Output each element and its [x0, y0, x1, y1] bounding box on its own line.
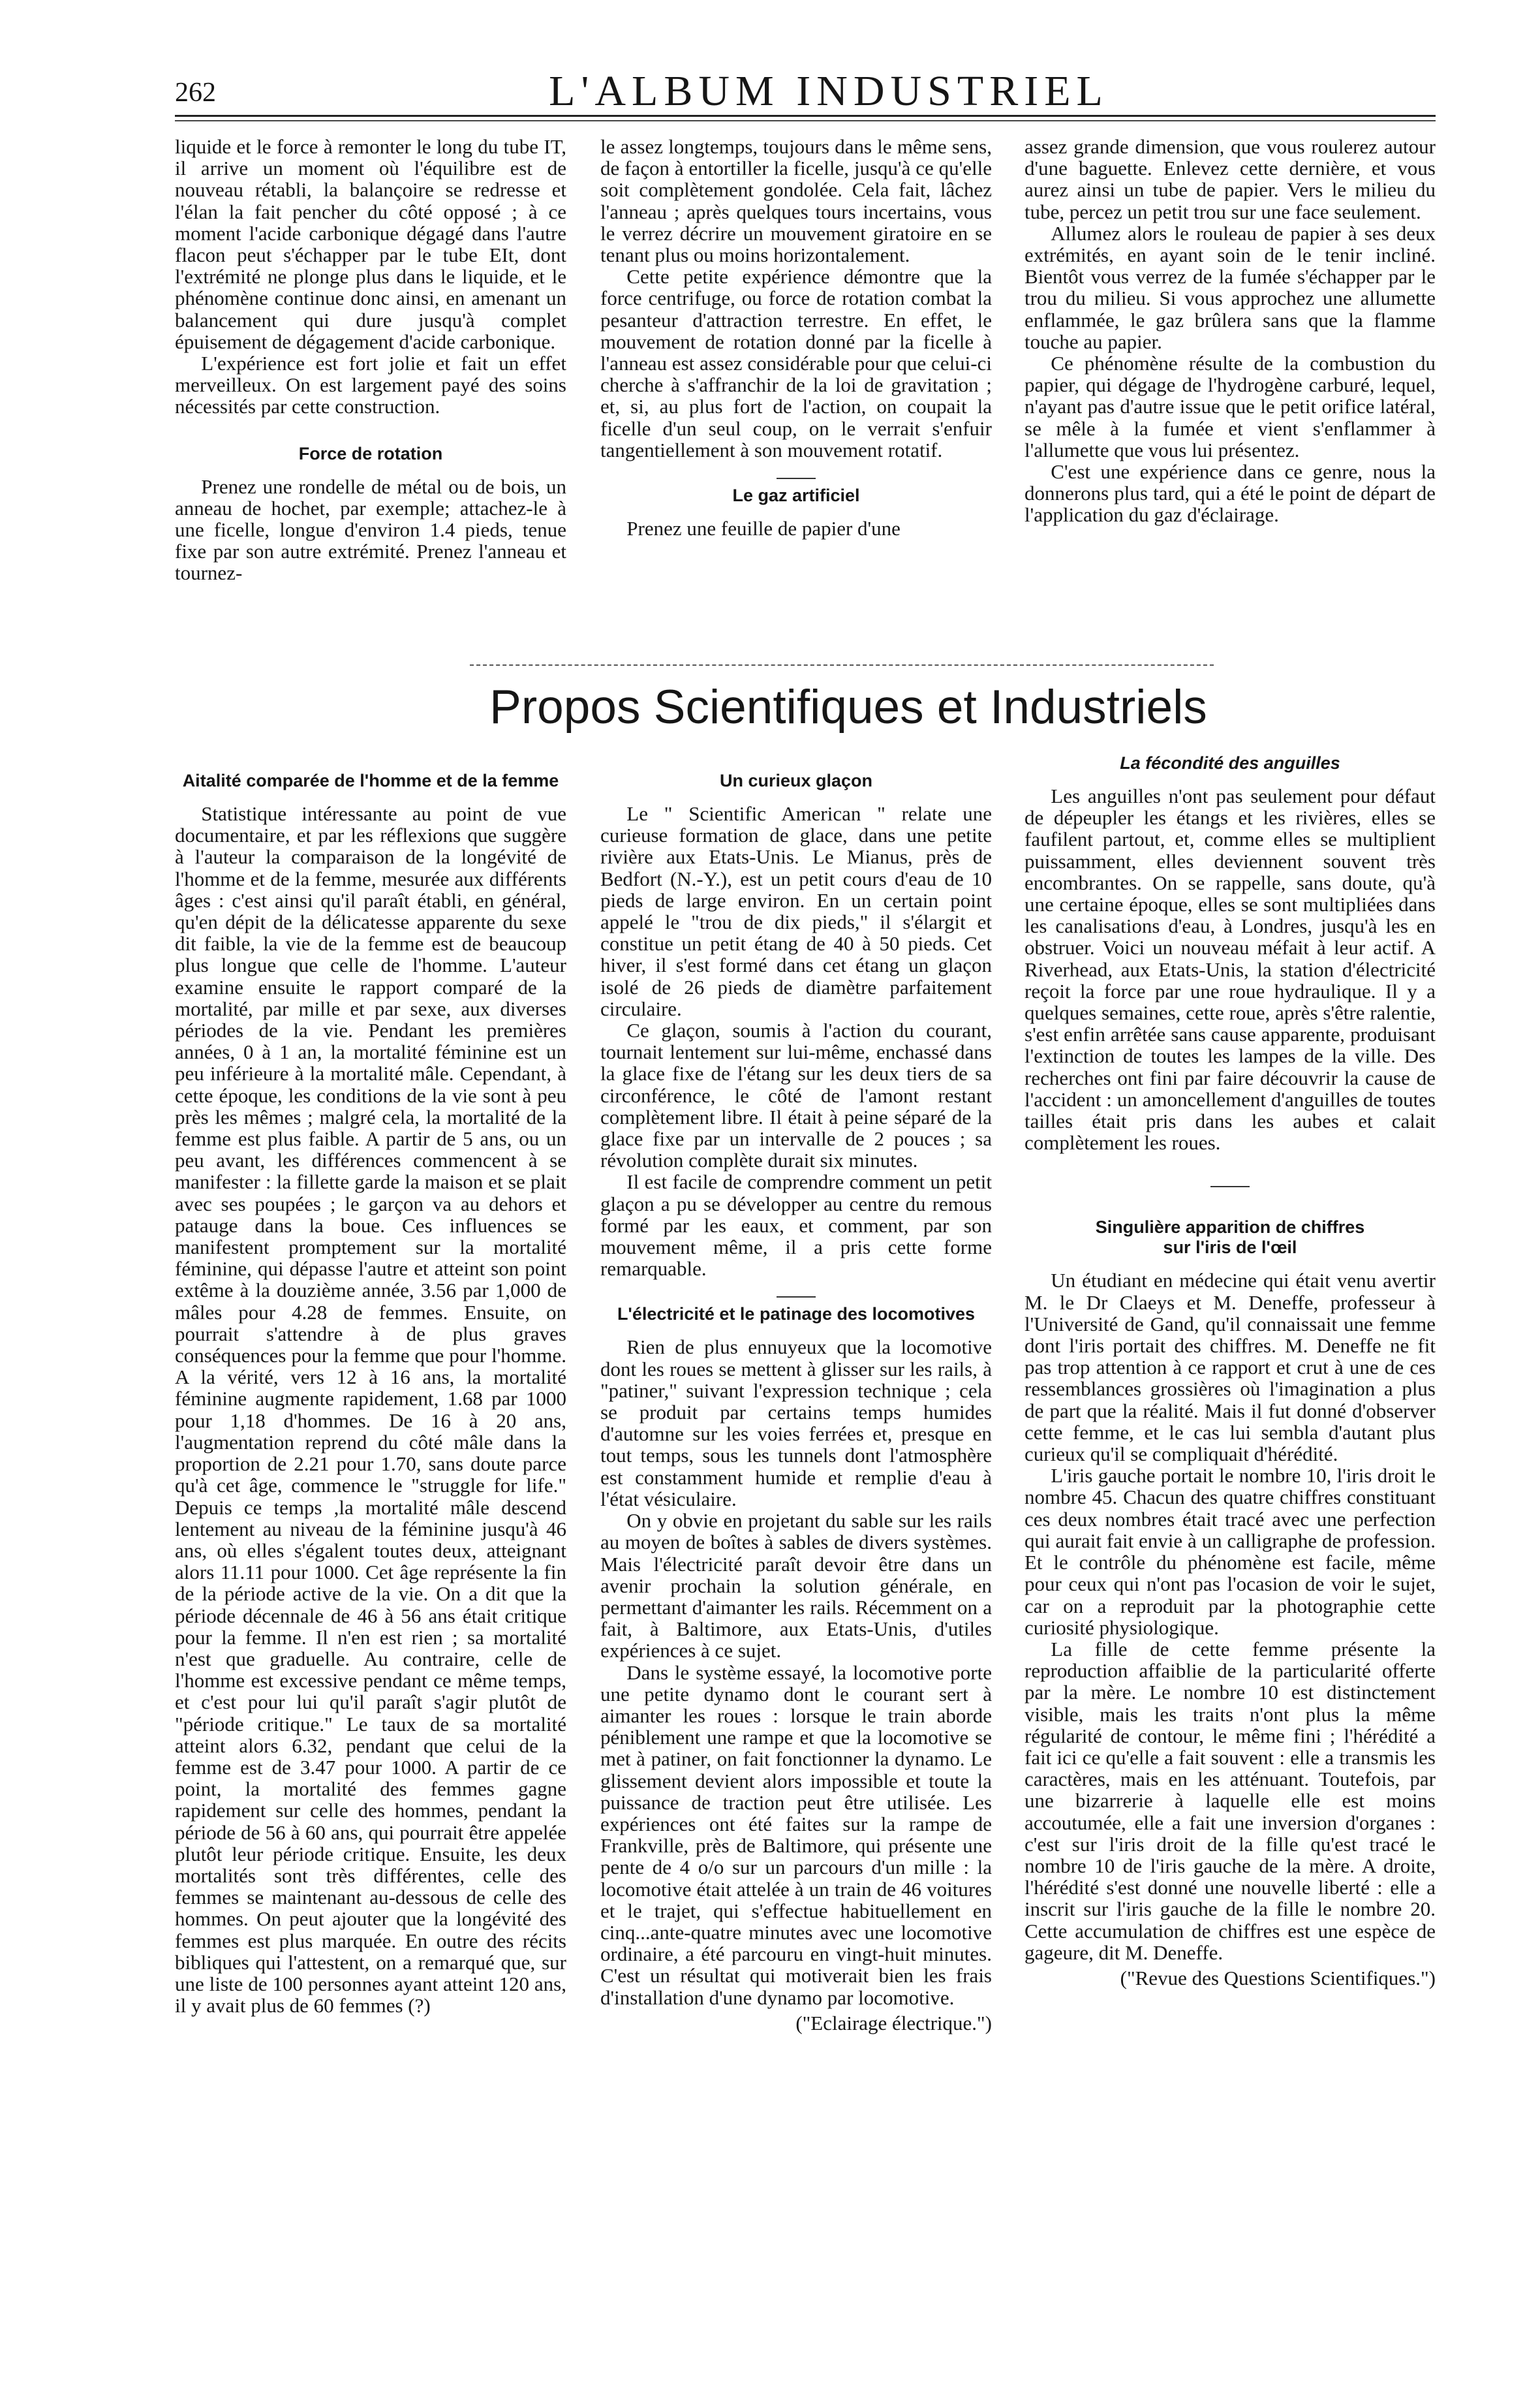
- bottom-column-3: [1024, 749, 1436, 1989]
- paragraph: Un étudiant en médecine qui était venu avertir M. le Dr Claeys et M. Deneffe, professeur à l'Université de Gand, qu'il connaissait une femme dont l'iris portait des chiffres. M. Deneffe ne fit pas trop attention à ce rapport et crut à une de ces ressemblances grossières où l'imagination a plus de part que la réalité. Mais il fut donné d'observer cette femme, et le cas lui sembla d'autant plus curieux qu'il se compliquait d'hérédité.: [1024, 1269, 1436, 1466]
- paragraph: Prenez une feuille de papier d'une: [626, 517, 901, 540]
- article-heading: Un curieux glaçon: [719, 771, 873, 790]
- separator: [777, 478, 816, 479]
- section-title: Propos Scientifiques et Industriels: [489, 681, 1207, 734]
- section-divider: [470, 664, 1214, 666]
- article-heading: La fécondité des anguilles: [1120, 753, 1340, 773]
- paragraph: Ce glaçon, soumis à l'action du courant, tournait lentement sur lui-même, enchassé dans la glace fixe de l'étang sur les deux tiers de sa circonférence, le côté de l'amont restant complètement libre. Il était à peine séparé de la glace fixe par un intervalle de 2 pouces ; sa révolution complète durait six minutes.: [600, 1019, 992, 1172]
- paragraph: Il est facile de comprendre comment un petit glaçon a pu se développer au centre du remous formé par les eaux, et comment, par son mouvement même, il a pris cette forme remarquable.: [600, 1170, 992, 1281]
- paragraph: Cette petite expérience démontre que la force centrifuge, ou force de rotation combat la pesanteur d'attraction terrestre. En effet, le mouvement de rotation donné par la ficelle à l'anneau est assez considérable pour que celui-ci cherche à s'affranchir de la loi de gravitation ; et, si, au plus fort de l'action, on coupait la ficelle d'un seul coup, on le verrait s'enfuir tangentiellement à son mouvement rotatif.: [600, 265, 992, 461]
- running-title: L'ALBUM INDUSTRIEL: [549, 67, 1109, 115]
- paragraph: Dans le système essayé, la locomotive porte une petite dynamo dont le courant sert à aimanter les roues : lorsque le train aborde péniblement une rampe et que la locomotive se met à patiner, on fait fonctionner la dynamo. Le glissement devient alors impossible et toute la puissance de traction peut être utilisée. Les expériences ont été faites sur la rampe de Frankville, près de Baltimore, qui présente une pente de 4 o/o sur un parcours d'un mille : la locomotive était attelée à un train de 46 voitures et le trajet, qui s'effectue habituellement en cinq...ante-quatre minutes avec une locomotive ordinaire, a été parcouru en vingt-huit minutes. C'est un résultat qui motiverait bien les frais d'installation d'une dynamo par locomotive.: [600, 1660, 992, 2009]
- bottom-column-1: [175, 767, 566, 2016]
- paragraph: Les anguilles n'ont pas seulement pour défaut de dépeupler les étangs et les rivières, elles se faufilent partout, et, comme elles se multiplient puissamment, elles deviennent souvent très encombrantes. On se rappelle, sans doute, qu'à une certaine époque, elles se sont multipliées dans les canalisations d'eau, à Londres, jusqu'à les en obstruer. Voici un nouveau méfait à leur actif. A Riverhead, aux Etats-Unis, la station d'électricité reçoit la force par une roue hydraulique. Il y a quelques semaines, cette roue, après s'être ralentie, s'est enfin arrêtée sans cause apparente, produisant l'extinction de toutes les lampes de la ville. Des recherches ont fini par faire découvrir la cause de l'accident : un amoncellement d'anguilles de toutes tailles était pris dans les aubes et calait complètement les roues.: [1024, 785, 1436, 1155]
- article-heading: L'électricité et le patinage des locomotives: [617, 1304, 976, 1324]
- paragraph: C'est une expérience dans ce genre, nous la donnerons plus tard, qui a été le point de départ de l'application du gaz d'éclairage.: [1024, 460, 1436, 527]
- page-number: 262: [175, 78, 216, 108]
- paragraph: Rien de plus ennuyeux que la locomotive dont les roues se mettent à glisser sur les rails, à "patiner," suivant l'expression technique ; cela se produit par certains temps humides d'automne sur les voies ferrées et, presque en tout temps, sous les tunnels dont l'atmosphère est constamment humide et remplie d'eau à l'état vésiculaire.: [600, 1335, 992, 1510]
- paragraph: L'iris gauche portait le nombre 10, l'iris droit le nombre 45. Chacun des quatre chiffres constituant ces deux nombres était tracé avec une perfection qui aurait fait envie à un calligraphe de profession. Et le contrôle du phénomène est facile, même pour ceux qui n'ont pas l'ocasion de voir le sujet, car on a reproduit par la photographie cette curiosité physiologique.: [1024, 1464, 1436, 1639]
- paragraph: L'expérience est fort jolie et fait un effet merveilleux. On est largement payé des soins nécessités par cette construction.: [175, 352, 566, 418]
- header-rule: [175, 115, 1436, 117]
- paragraph: liquide et le force à remonter le long du tube IT, il arrive un moment où l'équilibre est de nouveau rétabli, la balançoire se redresse et l'élan la fait pencher du côté opposé ; à ce moment l'acide carbonique dégagé dans l'autre flacon peut s'échapper par le tube EIt, dont l'extrémité ne plonge plus dans le liquide, et le phénomène continue donc ainsi, en amenant un balancement qui dure jusqu'à complet épuisement de dégagement d'acide carbonique.: [175, 135, 566, 353]
- top-column-2: [600, 136, 992, 539]
- separator: [777, 1296, 816, 1298]
- paragraph: Le " Scientific American " relate une curieuse formation de glace, dans une petite rivière aux Etats-Unis. Le Mianus, près de Bedfort (N.-Y.), est un petit cours d'eau de 10 pieds de large environ. En un certain point appelé le "trou de dix pieds," il s'élargit et constitue un petit étang de 40 à 50 pieds. Cet hiver, il s'est formé dans cet étang un glaçon isolé de 26 pieds de diamètre parfaitement circulaire.: [600, 802, 992, 1020]
- paragraph: Ce phénomène résulte de la combustion du papier, qui dégage de l'hydrogène carburé, lequel, n'ayant pas d'autre issue que le petit orifice latéral, se mêle à la fumée et vient s'enflammer à l'allumette que vous lui présentez.: [1024, 352, 1436, 461]
- paragraph: La fille de cette femme présente la reproduction affaiblie de la particularité offerte par la mère. Le nombre 10 est distinctement visible, mais les traits n'ont plus la même régularité de contour, le même fini ; l'hérédité a fait ici ce qu'elle a fait souvent : elle a transmis les caractères, mais en les atténuant. Toutefois, par une bizarrerie à laquelle elle est moins accoutumée, elle a fait une inversion d'organes : c'est sur l'iris droit de la fille qu'est tracé le nombre 10 de l'iris gauche de la mère. A droite, l'hérédité s'est donné une nouvelle liberté : elle a inscrit sur l'iris gauche de la fille le nombre 20. Cette accumulation de chiffres est une espèce de gageure, dit M. Deneffe.: [1024, 1637, 1436, 1964]
- bottom-column-2: [600, 767, 992, 2034]
- paragraph: Allumez alors le rouleau de papier à ses deux extrémités, en ayant soin de le tenir incliné. Bientôt vous verrez de la fumée s'échapper par le trou du milieu. Si vous approchez une allumette enflammée, le gaz brûlera sans que la flamme touche au papier.: [1024, 221, 1436, 353]
- article-subheading: sur l'iris de l'œil: [1163, 1238, 1297, 1258]
- paragraph: On y obvie en projetant du sable sur les rails au moyen de boîtes à sables de divers systèmes. Mais l'électricité paraît devoir être dans un avenir prochain la solution générale, en permettant d'aimanter les rails. Récemment on a fait, à Baltimore, aux Etats-Unis, d'utiles expériences à ce sujet.: [600, 1509, 992, 1662]
- header-rule-thin: [175, 120, 1436, 121]
- paragraph: Statistique intéressante au point de vue documentaire, et par les réflexions que suggère à l'auteur la comparaison de la longévité de l'homme et de la femme, mesurée aux différents âges : c'est ainsi qu'il paraît établi, en général, qu'en dépit de la délicatesse apparente du sexe dit faible, la vie de la femme est de beaucoup plus longue que celle de l'homme. L'auteur examine ensuite le rapport comparé de la mortalité, par mille et par sexe, aux diverses périodes de la vie. Pendant les premières années, 0 à 1 an, la mortalité féminine est un peu inférieure à la mortalité mâle. Cependant, à cette époque, les conditions de la vie sont à peu près les mêmes ; malgré cela, la mortalité de la femme est plus faible. A partir de 5 ans, ou un peu avant, les différences commencent à se manifester : la fillette garde la maison et se plait avec ses poupées ; le garçon va au dehors et patauge dans la boue. Ces influences se manifestent promptement sur la mortalité féminine, qui dépasse l'autre et atteint son point extême à la douzième année, 3.56 par 1,000 de mâles pour 4.28 de femmes. Ensuite, on pourrait s'attendre à de plus graves conséquences pour la femme que pour l'homme. A la vérité, vers 12 à 16 ans, la mortalité féminine augmente rapidement, 1.68 par 1000 pour 1,18 d'hommes. De 16 à 20 ans, l'augmentation reprend du côté mâle dans la proportion de 2.21 pour 1.70, sans doute parce qu'à cet âge, commence le "struggle for life." Depuis ce temps ,la mortalité mâle descend lentement au niveau de la féminine jusqu'à 46 ans, où elles s'égalent toutes deux, atteignant alors 11.11 pour 1000. Cet âge représente la fin de la période active de la vie. On a dit que la période décennale de 46 à 56 ans était critique pour la femme. Il n'en est rien ; sa mortalité n'est que graduelle. Au contraire, celle de l'homme est excessive pendant ce même temps, et c'est pour lui qu'il paraît s'agir plutôt de "période critique." Le taux de sa mortalité atteint alors 6.32, pendant que celui de la femme est de 3.47 pour 1000. A partir de ce point, la mortalité des femmes gagne rapidement sur celle des hommes, pendant la période de 56 à 60 ans, qui pourrait être appelée plutôt leur période critique. Ensuite, les deux mortalités sont très différentes, celle des femmes se maintenant au-dessous de celle des hommes. On peut ajouter que la longévité des femmes est plus marquée. En outre des récits bibliques qui l'attestent, on a remarqué que, sur une liste de 100 personnes ayant atteint 120 ans, il y avait plus de 60 femmes (?): [175, 802, 566, 2017]
- paragraph: assez grande dimension, que vous roulerez autour d'une baguette. Enlevez cette dernière, et vous aurez ainsi un tube de papier. Vers le milieu du tube, percez un petit trou sur une face seulement.: [1024, 135, 1436, 223]
- article-heading: Singulière apparition de chiffres: [1095, 1217, 1365, 1238]
- article-heading: Le gaz artificiel: [732, 486, 860, 506]
- article-heading: Aitalité comparée de l'homme et de la femme: [182, 771, 559, 790]
- top-column-3: [1024, 136, 1436, 526]
- paragraph: Prenez une rondelle de métal ou de bois, un anneau de hochet, par exemple; attachez-le à une ficelle, longue d'environ 1.4 pieds, tenue fixe par son autre extrémité. Prenez l'anneau et tournez-: [175, 475, 566, 585]
- paragraph: le assez longtemps, toujours dans le même sens, de façon à entortiller la ficelle, jusqu'à ce qu'elle soit complètement gondolée. Cela fait, lâchez l'anneau ; après quelques tours incertains, vous le verrez décrire un mouvement giratoire en se tenant plus ou moins horizontalement.: [600, 135, 992, 267]
- source-citation: ("Revue des Questions Scientifiques."): [1120, 1966, 1436, 1989]
- source-citation: ("Eclairage électrique."): [795, 2011, 992, 2034]
- article-heading: Force de rotation: [298, 443, 443, 463]
- top-column-1: [175, 136, 566, 584]
- separator: [1210, 1186, 1250, 1187]
